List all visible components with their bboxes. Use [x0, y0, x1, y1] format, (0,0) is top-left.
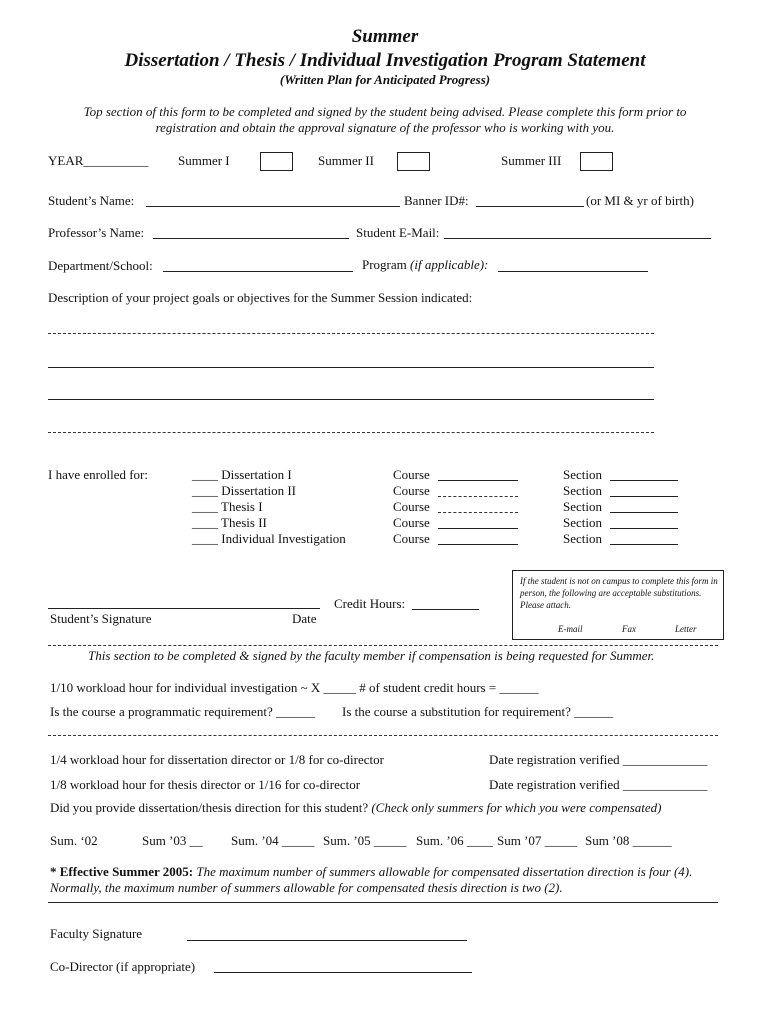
course-label-5: Course	[393, 531, 430, 546]
faculty-heading: This section to be completed & signed by the faculty member if compensation is being requested for Summer.	[88, 648, 655, 663]
student-name-label: Student’s Name:	[48, 193, 135, 208]
credit-hours-label: Credit Hours:	[334, 596, 406, 611]
co-director-signature-line[interactable]	[214, 972, 472, 973]
enroll-individual-investigation[interactable]: ____ Individual Investigation	[192, 531, 346, 546]
banner-id-field[interactable]	[476, 206, 584, 207]
date-label: Date	[292, 611, 317, 626]
summer-06[interactable]: Sum. ’06 ____	[416, 833, 493, 848]
substitution-fax: Fax	[622, 624, 636, 634]
substitution-box	[512, 570, 724, 640]
co-director-label: Co-Director (if appropriate)	[50, 959, 196, 974]
section-field-3[interactable]	[610, 512, 678, 513]
form-note: (Written Plan for Anticipated Progress)	[279, 72, 491, 87]
summer-05[interactable]: Sum. ’05 _____	[323, 833, 407, 848]
enroll-thesis-1[interactable]: ____ Thesis I	[192, 499, 263, 514]
program-label: Program (if applicable):	[362, 257, 489, 272]
summer2-checkbox[interactable]	[397, 152, 430, 171]
enroll-dissertation-1[interactable]: ____ Dissertation I	[192, 467, 292, 482]
summer3-checkbox[interactable]	[580, 152, 613, 171]
description-line-4[interactable]	[48, 432, 654, 433]
faculty-divider	[48, 735, 718, 736]
program-field[interactable]	[498, 271, 648, 272]
section-field-2[interactable]	[610, 496, 678, 497]
thesis-director-workload: 1/8 workload hour for thesis director or 1/16 for co-director	[50, 777, 361, 792]
student-signature-label: Student’s Signature	[50, 611, 152, 626]
summer1-label: Summer I	[178, 153, 230, 168]
department-field[interactable]	[163, 271, 353, 272]
substitution-letter: Letter	[675, 624, 697, 634]
enroll-thesis-2[interactable]: ____ Thesis II	[192, 515, 267, 530]
date-verified-1[interactable]: Date registration verified _____________	[489, 752, 708, 767]
enroll-dissertation-2[interactable]: ____ Dissertation II	[192, 483, 296, 498]
dissertation-director-workload: 1/4 workload hour for dissertation director or 1/8 for co-director	[50, 752, 384, 767]
section-field-1[interactable]	[610, 480, 678, 481]
course-field-4[interactable]	[438, 528, 518, 529]
professor-name-label: Professor’s Name:	[48, 225, 145, 240]
summer-04[interactable]: Sum. ’04 _____	[231, 833, 315, 848]
course-label-2: Course	[393, 483, 430, 498]
substitution-email: E-mail	[558, 624, 583, 634]
effective-divider	[48, 902, 718, 903]
course-label-1: Course	[393, 467, 430, 482]
section-label-5: Section	[563, 531, 602, 546]
direction-question: Did you provide dissertation/thesis direction for this student? (Check only summers for which you were compensated)	[50, 800, 662, 815]
student-name-field[interactable]	[146, 206, 400, 207]
section-label-2: Section	[563, 483, 602, 498]
effective-note: * Effective Summer 2005: The maximum number of summers allowable for compensated dissertation direction is four (4). Normally, the maximum number of summers allowable for compensated thesis direction is two (2).	[50, 864, 693, 895]
credit-hours-field[interactable]	[412, 609, 479, 610]
summer2-label: Summer II	[318, 153, 374, 168]
section-divider	[48, 645, 718, 646]
enrolled-label: I have enrolled for:	[48, 467, 148, 482]
description-line-2[interactable]	[48, 367, 654, 368]
description-line-3[interactable]	[48, 399, 654, 400]
summer3-label: Summer III	[501, 153, 562, 168]
description-label: Description of your project goals or objectives for the Summer Session indicated:	[48, 290, 473, 305]
section-field-4[interactable]	[610, 528, 678, 529]
programmatic-requirement[interactable]: Is the course a programmatic requirement? ______	[50, 704, 315, 719]
professor-name-field[interactable]	[153, 238, 349, 239]
banner-id-label: Banner ID#:	[404, 193, 469, 208]
student-email-field[interactable]	[444, 238, 711, 239]
section-label-4: Section	[563, 515, 602, 530]
student-email-label: Student E-Mail:	[356, 225, 440, 240]
course-field-3[interactable]	[438, 512, 518, 513]
form-title: Summer	[351, 26, 419, 47]
faculty-signature-label: Faculty Signature	[50, 926, 143, 941]
course-field-5[interactable]	[438, 544, 518, 545]
course-field-2[interactable]	[438, 496, 518, 497]
section-field-5[interactable]	[610, 544, 678, 545]
section-label-1: Section	[563, 467, 602, 482]
summer-08[interactable]: Sum ’08 ______	[585, 833, 672, 848]
date-verified-2[interactable]: Date registration verified _____________	[489, 777, 708, 792]
course-label-4: Course	[393, 515, 430, 530]
faculty-signature-line[interactable]	[187, 940, 467, 941]
section-label-3: Section	[563, 499, 602, 514]
substitution-requirement[interactable]: Is the course a substitution for requirement? ______	[342, 704, 614, 719]
description-line-1[interactable]	[48, 333, 654, 334]
banner-id-suffix: (or MI & yr of birth)	[586, 193, 694, 208]
year-field-label: YEAR__________	[48, 153, 149, 168]
form-subtitle: Dissertation / Thesis / Individual Investigation Program Statement	[124, 50, 646, 71]
student-signature-line[interactable]	[48, 608, 320, 609]
course-label-3: Course	[393, 499, 430, 514]
workload-individual-investigation[interactable]: 1/10 workload hour for individual investigation ~ X _____ # of student credit hours = ______	[50, 680, 539, 695]
course-field-1[interactable]	[438, 480, 518, 481]
department-label: Department/School:	[48, 258, 153, 273]
summer-03[interactable]: Sum ’03 __	[142, 833, 203, 848]
instructions: Top section of this form to be completed and signed by the student being advised. Please complete this form prior to registration and obtain the approval signature of the professor who is working with you.	[83, 104, 687, 135]
substitution-text: If the student is not on campus to complete this form in person, the following are acceptable substitutions. Please attach.	[520, 576, 718, 610]
summer1-checkbox[interactable]	[260, 152, 293, 171]
summer-07[interactable]: Sum ’07 _____	[497, 833, 578, 848]
summer-02[interactable]: Sum. ‘02	[50, 833, 98, 848]
